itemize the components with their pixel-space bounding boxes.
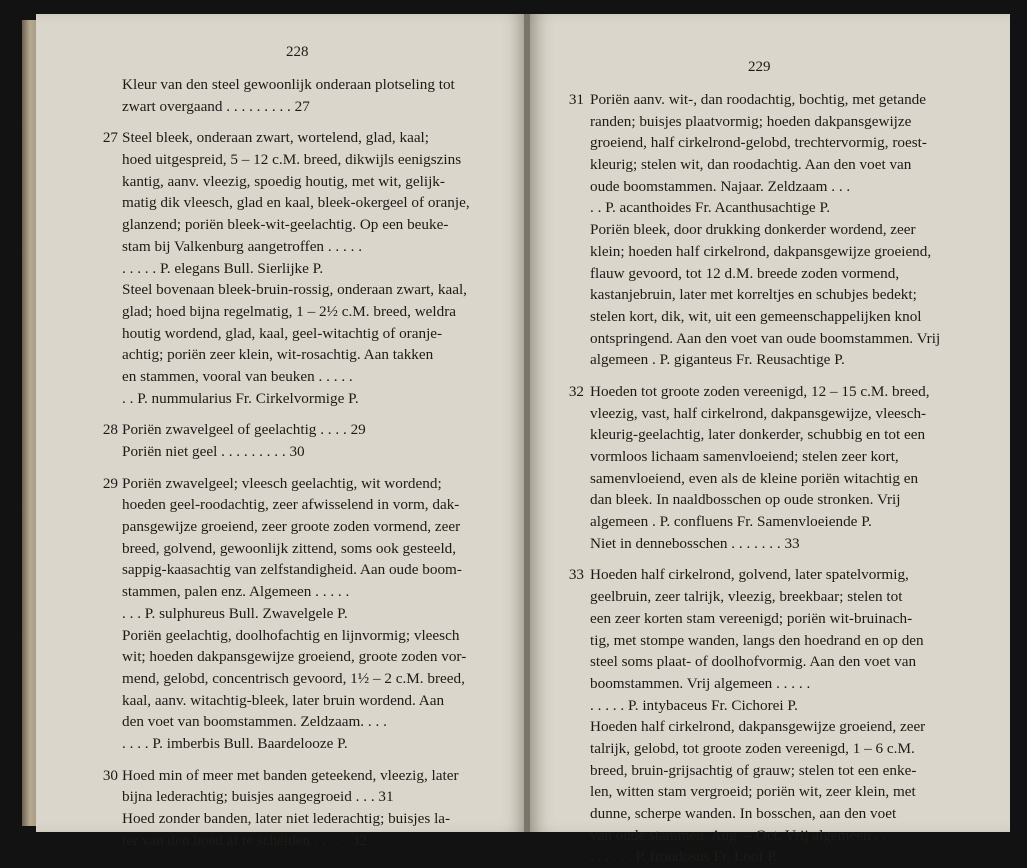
line-text: Poriën niet geel . . . . . . . . . 30 (122, 443, 305, 460)
line-text: kantig, aanv. vleezig, spoedig houtig, met wit, gelijk- (122, 172, 445, 190)
text-line (36, 388, 506, 410)
text-line (36, 96, 506, 118)
line-text: . . P. nummularius Fr. Cirkelvormige P. (122, 389, 359, 407)
text-line (36, 538, 506, 560)
line-text: breed, bruin-grijsachtig of grauw; stelen tot een enke- (590, 761, 917, 779)
text-line (530, 284, 980, 306)
line-text: randen; buisjes plaatvormig; hoeden dakpansgewijze (590, 112, 912, 130)
text-line (530, 738, 980, 760)
line-text: Poriën bleek, door drukking donkerder wordend, zeer (590, 221, 916, 239)
paragraph-gap (36, 463, 506, 473)
line-text: dan bleek. In naaldbosschen op oude stronken. Vrij (590, 491, 901, 509)
text-line (36, 808, 506, 830)
text-line (530, 489, 980, 511)
text-line (530, 608, 980, 630)
line-text: pansgewijze groeiend, zeer groote zoden vormend, zeer (122, 518, 461, 536)
text-line (36, 323, 506, 345)
text-line (530, 424, 980, 446)
paragraph-gap (530, 554, 980, 564)
line-text: Hoed min of meer met banden geteekend, vleezig, later (122, 766, 459, 784)
text-line (530, 511, 980, 533)
text-line (36, 830, 506, 852)
line-text: kleurig-geelachtig, later donkerder, schubbig en tot een (590, 426, 926, 444)
key-number: 30 (102, 766, 118, 784)
line-text: groeiend, half cirkelrond-gelobd, trechtervormig, roest- (590, 134, 927, 152)
key-number: 33 (568, 566, 584, 584)
text-line (530, 381, 980, 403)
text-line (36, 581, 506, 603)
paragraph-gap (36, 409, 506, 419)
text-line (36, 366, 506, 388)
line-text: . . . . . P. intybaceus Fr. Cichorei P. (590, 696, 798, 714)
key-number: 29 (102, 474, 118, 492)
line-text: stelen kort, dik, wit, uit een gemeenschappelijken knol (590, 307, 922, 325)
text-line (36, 559, 506, 581)
text-line (530, 132, 980, 154)
right-page-text (530, 89, 980, 868)
text-line (530, 586, 980, 608)
text-line (530, 349, 980, 371)
paragraph-gap (36, 117, 506, 127)
text-line (36, 625, 506, 647)
line-text: dunne, scherpe wanden. In bosschen, aan den voet (590, 805, 897, 822)
line-text: hoed uitgespreid, 5 – 12 c.M. breed, dikwijls eenigszins (122, 151, 462, 169)
line-text: geelbruin, zeer talrijk, vleezig, breekbaar; stelen tot (590, 588, 903, 606)
key-number: 27 (102, 129, 118, 147)
line-text: vormloos lichaam samenvloeiend; stelen zeer kort, (590, 448, 899, 465)
line-text: zwart overgaand . . . . . . . . . 27 (122, 97, 310, 115)
text-line (36, 786, 506, 808)
text-line (36, 149, 506, 171)
line-text: algemeen . P. giganteus Fr. Reusachtige P. (590, 351, 845, 369)
text-line (36, 258, 506, 280)
text-line (530, 468, 980, 490)
line-text: boomstammen. Vrij algemeen . . . . . (590, 674, 811, 692)
text-line (530, 241, 980, 263)
line-text: van oude stammen. Aug. – Oct. Vrij algemeen . . (590, 826, 886, 844)
text-line (530, 716, 980, 738)
right-page-number: 229 (748, 59, 771, 75)
text-line (530, 760, 980, 782)
line-text: . . . . P. imberbis Bull. Baardelooze P. (122, 734, 348, 752)
text-line (36, 733, 506, 755)
line-text: Poriën zwavelgeel of geelachtig . . . . 29 (122, 421, 366, 439)
text-line (36, 765, 506, 787)
line-text: len, witten stam vergroeid; poriën wit, zeer klein, met (590, 783, 916, 801)
text-line (530, 533, 980, 555)
line-text: . . . . . . P. frondosus Fr. Loof P. (590, 848, 778, 866)
right-page (530, 14, 1010, 866)
line-text: en stammen, vooral van beuken . . . . . (122, 367, 353, 385)
line-text: kaal, aanv. witachtig-bleek, later bruin wordend. Aan (122, 691, 445, 709)
text-line (530, 306, 980, 328)
key-number: 28 (102, 421, 118, 439)
paragraph-gap (530, 371, 980, 381)
line-text: Kleur van den steel gewoonlijk onderaan plotseling tot (122, 76, 455, 93)
line-text: Hoeden half cirkelrond, dakpansgewijze groeiend, zeer (590, 718, 926, 736)
line-text: den voet van boomstammen. Zeldzaam. . . . (122, 713, 387, 731)
line-text: stammen, palen enz. Algemeen . . . . . (122, 583, 350, 601)
line-text: samenvloeiend, even als de kleine poriën witachtig en (590, 469, 919, 487)
line-text: Poriën geelachtig, doolhofachtig en lijnvormig; vleesch (122, 626, 460, 644)
text-line (530, 446, 980, 468)
text-line (530, 154, 980, 176)
key-number: 32 (568, 382, 584, 400)
text-line (530, 89, 980, 111)
line-text: Poriën aanv. wit-, dan roodachtig, bochtig, met getande (590, 91, 926, 108)
left-page-number: 228 (286, 44, 309, 60)
line-text: . . P. acanthoides Fr. Acanthusachtige P. (590, 199, 831, 217)
line-text: breed, golvend, gewoonlijk zittend, soms ook gesteeld, (122, 539, 457, 557)
line-text: sappig-kaasachtig van zelfstandigheid. Aan oude boom- (122, 561, 462, 579)
line-text: steel soms plaat- of doolhofvormig. Aan den voet van (590, 653, 917, 671)
left-page (36, 14, 526, 849)
line-text: Steel bovenaan bleek-bruin-rossig, onderaan zwart, kaal, (122, 281, 467, 299)
text-line (530, 695, 980, 717)
line-text: Hoeden tot groote zoden vereenigd, 12 – 15 c.M. breed, (590, 382, 930, 400)
paragraph-gap (36, 755, 506, 765)
line-text: algemeen . P. confluens Fr. Samenvloeiende P. (590, 513, 872, 531)
line-text: talrijk, gelobd, tot groote zoden vereenigd, 1 – 6 c.M. (590, 739, 915, 757)
text-line (530, 846, 980, 868)
text-line (36, 494, 506, 516)
text-line (530, 328, 980, 350)
text-line (530, 564, 980, 586)
line-text: glad; hoed bijna regelmatig, 1 – 2½ c.M. breed, weldra (122, 302, 457, 320)
line-text: Poriën zwavelgeel; vleesch geelachtig, wit wordend; (122, 474, 442, 492)
line-text: kastanjebruin, later met korreltjes en schubjes bedekt; (590, 286, 917, 304)
text-line (36, 214, 506, 236)
line-text: glanzend; poriën bleek-wit-geelachtig. Op een beuke- (122, 216, 449, 234)
line-text: houtig wordend, glad, kaal, geel-witachtig of oranje- (122, 324, 443, 342)
text-line (530, 176, 980, 198)
line-text: bijna lederachtig; buisjes aangegroeid . . . 31 (122, 788, 394, 806)
line-text: mend, gelobd, concentrisch gevoord, 1½ – 2 c.M. breed, (122, 669, 465, 687)
text-line (530, 803, 980, 825)
text-line (36, 74, 506, 96)
line-text: matig dik vleesch, glad en kaal, bleek-okergeel of oranje, (122, 194, 470, 212)
text-line (36, 344, 506, 366)
line-text: Niet in dennebosschen . . . . . . . 33 (590, 534, 800, 552)
text-line (36, 473, 506, 495)
line-text: achtig; poriën zeer klein, wit-rosachtig. Aan takken (122, 346, 434, 364)
line-text: hoeden geel-roodachtig, zeer afwisselend in vorm, dak- (122, 496, 460, 514)
text-line (36, 171, 506, 193)
line-text: Hoeden half cirkelrond, golvend, later spatelvormig, (590, 566, 909, 584)
text-line (36, 668, 506, 690)
line-text: Steel bleek, onderaan zwart, wortelend, glad, kaal; (122, 129, 429, 147)
text-line (36, 279, 506, 301)
text-line (530, 403, 980, 425)
line-text: . . . P. sulphureus Bull. Zwavelgele P. (122, 604, 348, 622)
text-line (530, 263, 980, 285)
line-text: wit; hoeden dakpansgewijze groeiend, groote zoden vor- (122, 648, 467, 666)
left-page-text (36, 74, 506, 851)
text-line (36, 419, 506, 441)
text-line (36, 441, 506, 463)
text-line (36, 646, 506, 668)
line-text: een zeer korten stam vereenigd; poriën wit-bruinach- (590, 609, 913, 627)
text-line (530, 781, 980, 803)
text-line (530, 197, 980, 219)
line-text: vleezig, vast, half cirkelrond, dakpansgewijze, vleesch- (590, 404, 927, 422)
text-line (36, 711, 506, 733)
text-line (36, 236, 506, 258)
line-text: stam bij Valkenburg aangetroffen . . . . . (122, 237, 362, 255)
text-line (36, 127, 506, 149)
text-line (36, 301, 506, 323)
text-line (530, 111, 980, 133)
line-text: tig, met stompe wanden, langs den hoedrand en op den (590, 631, 924, 649)
line-text: klein; hoeden half cirkelrond, dakpansgewijze groeiend, (590, 242, 932, 260)
line-text: ter van den hoed af te scheiden . . . . . 32 (122, 831, 368, 849)
text-line (530, 825, 980, 847)
text-line (530, 219, 980, 241)
text-line (530, 673, 980, 695)
line-text: oude boomstammen. Najaar. Zeldzaam . . . (590, 177, 851, 195)
text-line (36, 690, 506, 712)
text-line (36, 192, 506, 214)
key-number: 31 (568, 91, 584, 108)
text-line (36, 516, 506, 538)
line-text: . . . . . P. elegans Bull. Sierlijke P. (122, 259, 324, 277)
line-text: Hoed zonder banden, later niet lederachtig; buisjes la- (122, 810, 451, 827)
text-line (530, 651, 980, 673)
line-text: kleurig; stelen wit, dan roodachtig. Aan den voet van (590, 156, 912, 174)
text-line (36, 603, 506, 625)
line-text: ontspringend. Aan den voet van oude boomstammen. Vrij (590, 329, 941, 347)
line-text: flauw gevoord, tot 12 d.M. breede zoden vormend, (590, 264, 900, 282)
text-line (530, 630, 980, 652)
